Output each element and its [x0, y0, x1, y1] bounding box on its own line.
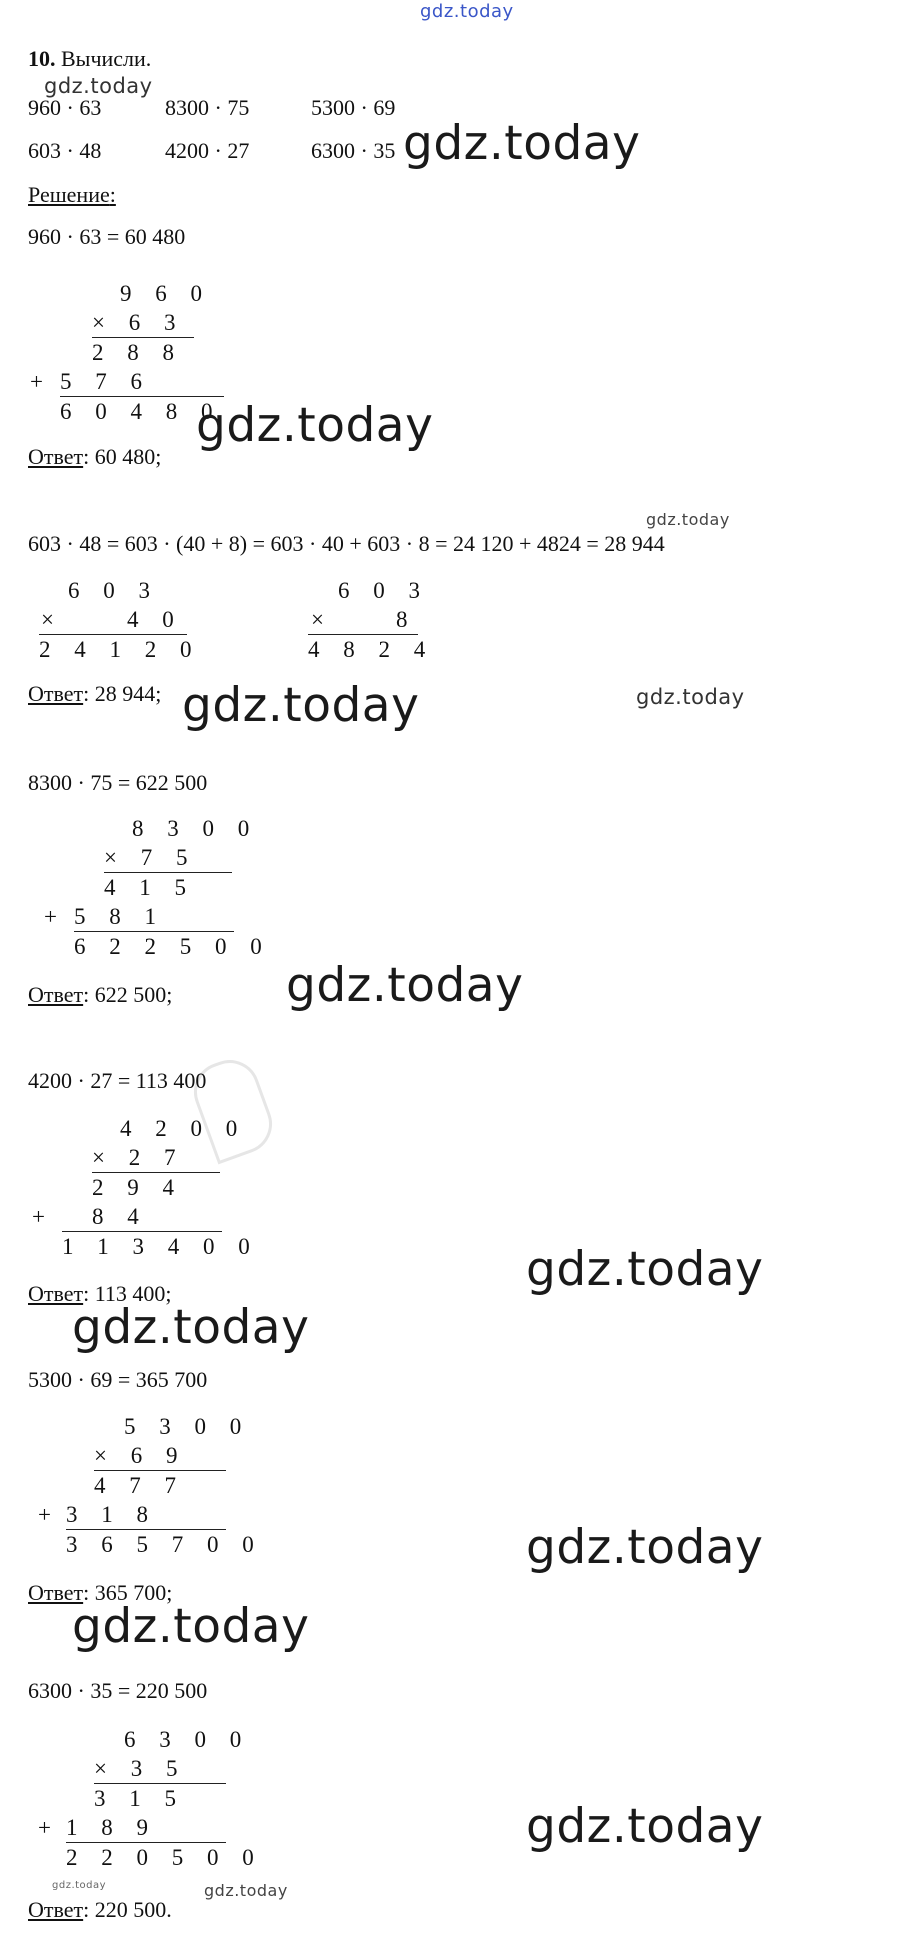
multiplicand: 5 3 0 0: [124, 1414, 251, 1439]
expression: 6300 · 35: [311, 138, 396, 163]
equation: 603 · 48 = 603 · (40 + 8) = 603 · 40 + 603 · 8 = 24 120 + 4824 = 28 944: [28, 531, 665, 556]
plus-sign: +: [38, 1502, 60, 1527]
divider-line: [66, 1842, 226, 1843]
answer-label: Ответ: [28, 444, 84, 469]
result: 3 6 5 7 0 0: [66, 1532, 263, 1557]
column-multiplication: [36, 816, 271, 967]
column-multiplication: [308, 578, 435, 669]
divider-line: [308, 634, 418, 635]
partial-product: 4 1 5: [104, 875, 195, 900]
answer-label: Ответ: [28, 681, 84, 706]
watermark-large: gdz.today: [526, 1242, 764, 1297]
expression: 960 · 63: [28, 95, 102, 120]
multiplier: 8: [396, 607, 417, 632]
column-multiplication: [36, 578, 201, 669]
divider-line: [39, 634, 187, 635]
result: 6 0 4 8 0: [60, 399, 222, 424]
divider-line: [74, 931, 234, 932]
result: 6 2 2 5 0 0: [74, 934, 271, 959]
watermark-large: gdz.today: [72, 1300, 310, 1355]
multiplicand: 6 0 3: [338, 578, 429, 603]
divider-line: [104, 872, 232, 873]
partial-product: 5 8 1: [74, 904, 165, 929]
watermark-small: gdz.today: [646, 510, 730, 529]
watermark-tiny: gdz.today: [52, 1880, 107, 1891]
answer-label: Ответ: [28, 1897, 84, 1922]
task-heading: [28, 48, 151, 70]
partial-product: 5 7 6: [60, 369, 151, 394]
watermark-large: gdz.today: [72, 1599, 310, 1654]
plus-sign: +: [30, 369, 52, 394]
answer: Ответ: 28 944;: [28, 681, 162, 706]
equation: 4200 · 27 = 113 400: [28, 1068, 207, 1093]
answer: Ответ: 220 500.: [28, 1897, 172, 1922]
watermark-large: gdz.today: [182, 678, 420, 733]
watermark-large: gdz.today: [526, 1799, 764, 1854]
expression: 8300 · 75: [165, 95, 250, 120]
multiplier: × 6 3: [92, 310, 185, 335]
watermark-large: gdz.today: [286, 958, 524, 1013]
column-multiplication: [32, 1727, 263, 1878]
divider-line: [92, 337, 194, 338]
partial-product: 4 7 7: [94, 1473, 185, 1498]
divider-line: [66, 1529, 226, 1530]
multiplier: × 3 5: [94, 1756, 187, 1781]
times-sign: ×: [311, 607, 333, 632]
watermark-top: gdz.today: [420, 1, 514, 22]
plus-sign: +: [32, 1204, 54, 1229]
answer-label: Ответ: [28, 982, 84, 1007]
result: 1 1 3 4 0 0: [62, 1234, 259, 1259]
partial-product: 1 8 9: [66, 1815, 157, 1840]
partial-product: 2 8 8: [92, 340, 183, 365]
divider-line: [94, 1470, 226, 1471]
answer: Ответ: 365 700;: [28, 1580, 173, 1605]
equation: 960 · 63 = 60 480: [28, 224, 186, 249]
answer-label: Ответ: [28, 1281, 84, 1306]
answer: Ответ: 622 500;: [28, 982, 173, 1007]
column-multiplication: [32, 1414, 263, 1565]
divider-line: [60, 396, 224, 397]
multiplicand: 8 3 0 0: [132, 816, 259, 841]
expression: 5300 · 69: [311, 95, 396, 120]
multiplier: 4 0: [127, 607, 183, 632]
task-title: Вычисли.: [61, 46, 152, 71]
solution-label: Решение:: [28, 182, 116, 207]
multiplicand: 9 6 0: [120, 281, 211, 306]
divider-line: [62, 1231, 222, 1232]
watermark-large: gdz.today: [196, 398, 434, 453]
multiplier: × 7 5: [104, 845, 197, 870]
answer: Ответ: 113 400;: [28, 1281, 172, 1306]
watermark-small: gdz.today: [636, 685, 745, 709]
watermark-small: gdz.today: [44, 74, 153, 98]
result: 2 2 0 5 0 0: [66, 1845, 263, 1870]
watermark-small: gdz.today: [204, 1881, 288, 1900]
task-number: 10.: [28, 46, 56, 71]
plus-sign: +: [38, 1815, 60, 1840]
times-sign: ×: [41, 607, 63, 632]
expression: 603 · 48: [28, 138, 102, 163]
partial-product: 3 1 5: [94, 1786, 185, 1811]
watermark-large: gdz.today: [403, 116, 641, 171]
partial-product: 8 4: [92, 1204, 148, 1229]
watermark-large: gdz.today: [526, 1520, 764, 1575]
equation: 8300 · 75 = 622 500: [28, 770, 208, 795]
equation: 5300 · 69 = 365 700: [28, 1367, 208, 1392]
partial-product: 3 1 8: [66, 1502, 157, 1527]
result: 4 8 2 4: [308, 637, 435, 662]
multiplicand: 6 3 0 0: [124, 1727, 251, 1752]
multiplier: × 6 9: [94, 1443, 187, 1468]
multiplicand: 6 0 3: [68, 578, 159, 603]
plus-sign: +: [44, 904, 66, 929]
answer: Ответ: 60 480;: [28, 444, 162, 469]
answer-label: Ответ: [28, 1580, 84, 1605]
divider-line: [94, 1783, 226, 1784]
multiplicand: 4 2 0 0: [120, 1116, 247, 1141]
partial-product: 2 9 4: [92, 1175, 183, 1200]
expression: 4200 · 27: [165, 138, 250, 163]
multiplier: × 2 7: [92, 1145, 185, 1170]
divider-line: [92, 1172, 220, 1173]
column-multiplication: [32, 1116, 259, 1267]
equation: 6300 · 35 = 220 500: [28, 1678, 208, 1703]
result: 2 4 1 2 0: [39, 637, 201, 662]
